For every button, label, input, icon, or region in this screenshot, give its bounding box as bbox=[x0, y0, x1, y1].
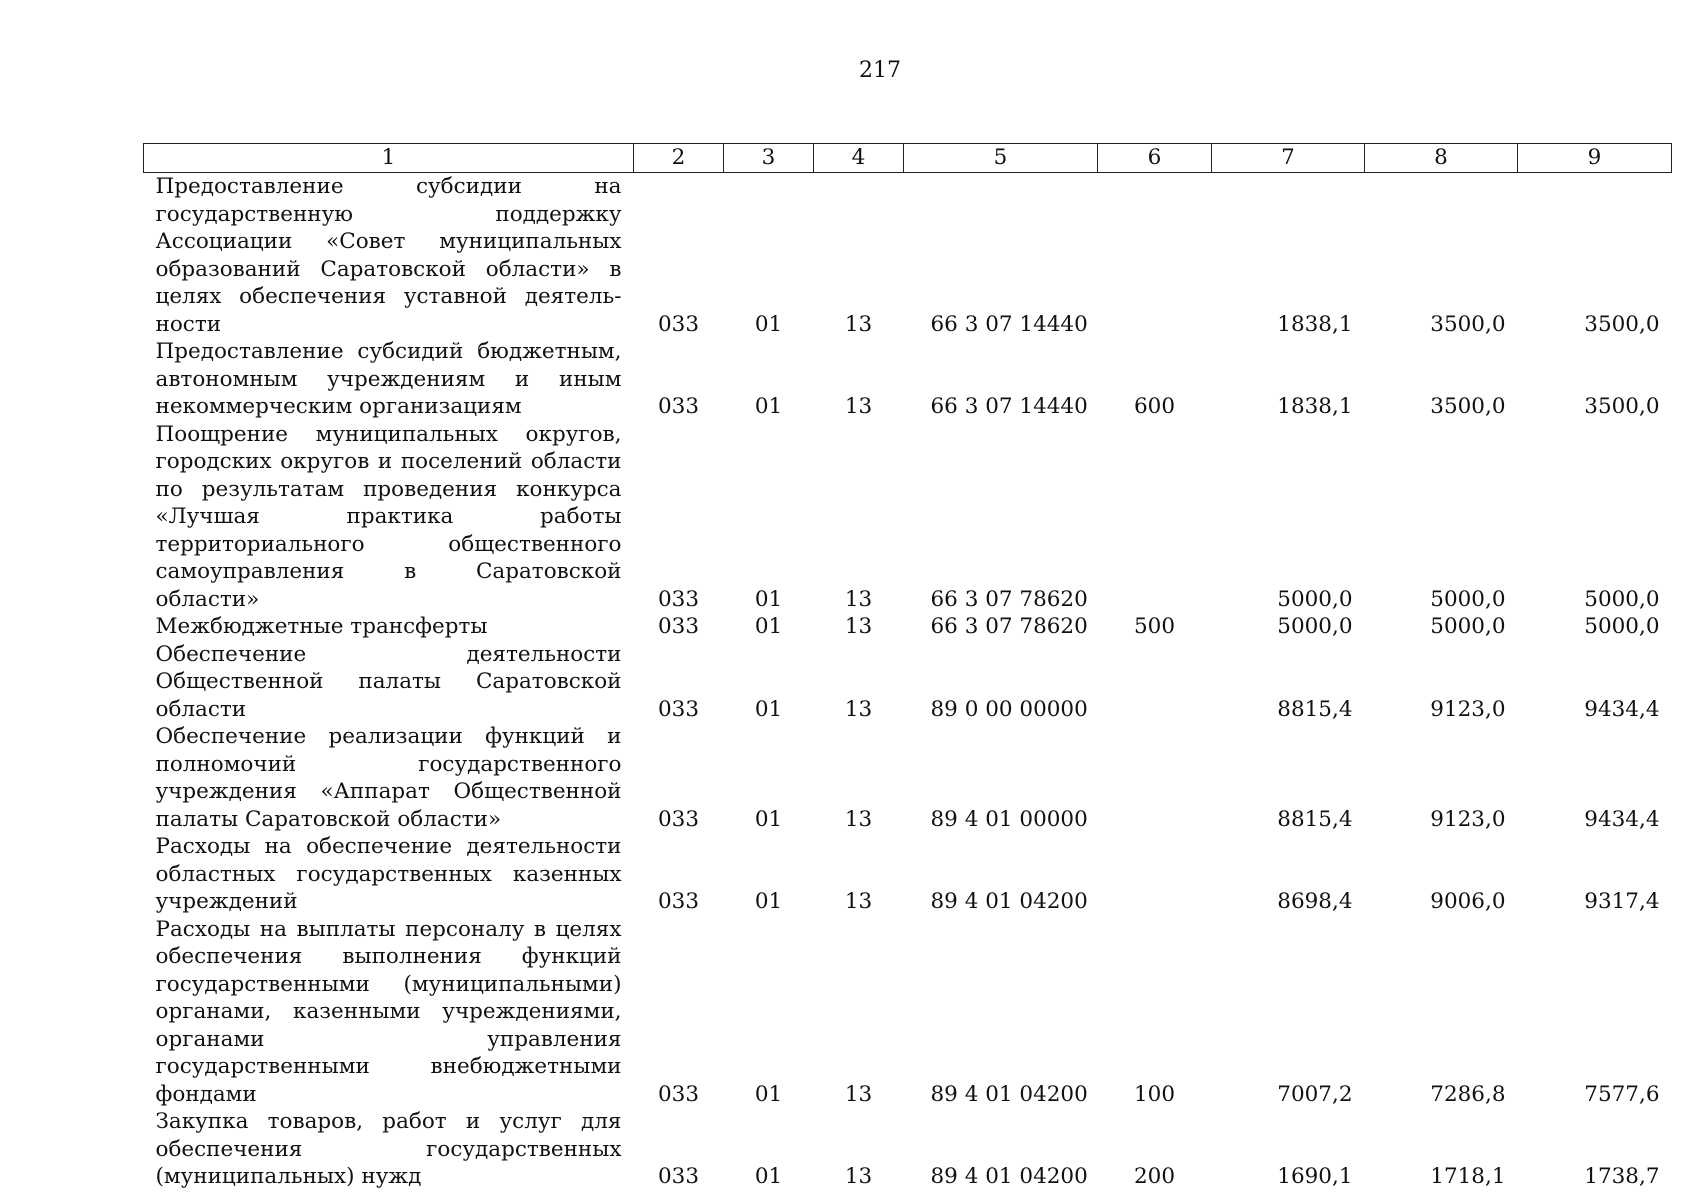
amount-year-3: 9434,4 bbox=[1584, 806, 1660, 832]
target-article-code: 66 3 07 14440 bbox=[930, 311, 1088, 337]
table-header bbox=[144, 144, 1672, 173]
page-number: 217 bbox=[859, 58, 901, 83]
table-body bbox=[144, 173, 1672, 1191]
expense-name: Обеспечение реализации функций и полномочий государственного учреждения «Аппарат Общественной палаты Саратовской области» bbox=[155, 724, 622, 832]
table-row bbox=[144, 613, 1672, 641]
section-code: 01 bbox=[754, 1164, 783, 1189]
subsection-code: 13 bbox=[844, 586, 873, 612]
amount-year-2: 5000,0 bbox=[1430, 614, 1506, 639]
amount-year-2: 9123,0 bbox=[1430, 806, 1506, 832]
expense-type-code: 600 bbox=[1133, 394, 1176, 419]
header-cell-2: 2 bbox=[634, 144, 724, 173]
header-row bbox=[144, 144, 1672, 173]
section-code: 01 bbox=[754, 311, 783, 337]
subsection-code: 13 bbox=[844, 696, 873, 722]
expense-type-code: 200 bbox=[1133, 1164, 1176, 1189]
amount-year-1: 8698,4 bbox=[1277, 889, 1353, 914]
expense-type-code bbox=[1098, 833, 1212, 916]
section-code: 01 bbox=[754, 1081, 783, 1107]
expense-name: Поощрение муниципальных округов, городских округов и поселений области по результатам проведения конкурса «Лучшая практика работы территориального общественного самоуправления в Саратовской области» bbox=[155, 421, 622, 612]
amount-year-1: 5000,0 bbox=[1277, 586, 1353, 612]
amount-year-1: 1838,1 bbox=[1277, 311, 1353, 337]
amount-year-2: 1718,1 bbox=[1430, 1164, 1506, 1189]
amount-year-3: 3500,0 bbox=[1584, 394, 1660, 419]
ministry-code: 033 bbox=[657, 806, 700, 832]
table-row bbox=[144, 916, 1672, 1109]
header-cell-1: 1 bbox=[144, 144, 634, 173]
subsection-code: 13 bbox=[844, 889, 873, 914]
section-code: 01 bbox=[754, 394, 783, 419]
target-article-code: 89 4 01 04200 bbox=[930, 889, 1088, 914]
amount-year-3: 9434,4 bbox=[1584, 696, 1660, 722]
header-cell-5: 5 bbox=[904, 144, 1098, 173]
table-row bbox=[144, 338, 1672, 421]
target-article-code: 89 4 01 04200 bbox=[930, 1081, 1088, 1107]
expense-name: Расходы на выплаты персоналу в целях обеспечения выполнения функций государственными (муниципальными) органами, казенными учреждениями, органами управления государственными внебюджетными фондами bbox=[155, 916, 622, 1107]
section-code: 01 bbox=[754, 806, 783, 832]
amount-year-3: 7577,6 bbox=[1584, 1081, 1660, 1107]
target-article-code: 66 3 07 78620 bbox=[930, 614, 1088, 639]
expense-type-code bbox=[1098, 173, 1212, 339]
subsection-code: 13 bbox=[844, 311, 873, 337]
target-article-code: 89 4 01 00000 bbox=[930, 806, 1088, 832]
amount-year-1: 7007,2 bbox=[1277, 1081, 1353, 1107]
amount-year-1: 1838,1 bbox=[1277, 394, 1353, 419]
amount-year-1: 1690,1 bbox=[1277, 1164, 1353, 1189]
section-code: 01 bbox=[754, 586, 783, 612]
amount-year-1: 5000,0 bbox=[1277, 614, 1353, 639]
amount-year-2: 9123,0 bbox=[1430, 696, 1506, 722]
table-row bbox=[144, 421, 1672, 614]
subsection-code: 13 bbox=[844, 1081, 873, 1107]
section-code: 01 bbox=[754, 614, 783, 639]
target-article-code: 66 3 07 78620 bbox=[930, 586, 1088, 612]
target-article-code: 89 4 01 04200 bbox=[930, 1164, 1088, 1189]
table-row bbox=[144, 833, 1672, 916]
ministry-code: 033 bbox=[657, 1081, 700, 1107]
ministry-code: 033 bbox=[657, 586, 700, 612]
target-article-code: 66 3 07 14440 bbox=[930, 394, 1088, 419]
header-cell-9: 9 bbox=[1518, 144, 1672, 173]
amount-year-3: 3500,0 bbox=[1584, 311, 1660, 337]
header-cell-4: 4 bbox=[814, 144, 904, 173]
amount-year-3: 9317,4 bbox=[1584, 889, 1660, 914]
ministry-code: 033 bbox=[657, 394, 700, 419]
table-row bbox=[144, 723, 1672, 833]
expense-type-code: 500 bbox=[1133, 614, 1176, 639]
budget-table bbox=[143, 143, 1672, 1191]
header-cell-8: 8 bbox=[1365, 144, 1518, 173]
table-row bbox=[144, 1108, 1672, 1191]
expense-name: Обеспечение деятельности Общественной палаты Саратовской области bbox=[155, 641, 622, 722]
target-article-code: 89 0 00 00000 bbox=[930, 696, 1088, 722]
amount-year-3: 5000,0 bbox=[1584, 586, 1660, 612]
amount-year-1: 8815,4 bbox=[1277, 696, 1353, 722]
amount-year-3: 1738,7 bbox=[1584, 1164, 1660, 1189]
subsection-code: 13 bbox=[844, 806, 873, 832]
expense-name: Закупка товаров, работ и услуг для обеспечения государственных (муниципальных) нужд bbox=[155, 1109, 622, 1189]
expense-type-code bbox=[1098, 641, 1212, 724]
subsection-code: 13 bbox=[844, 614, 873, 639]
ministry-code: 033 bbox=[657, 614, 700, 639]
ministry-code: 033 bbox=[657, 311, 700, 337]
expense-name: Предоставление субсидии на государственную поддержку Ассоциации «Совет муниципальных образований Саратовской области» в целях обеспечения уставной деятельности bbox=[155, 174, 622, 337]
expense-name: Предоставление субсидий бюджетным, автономным учреждениям и иным некоммерческим организациям bbox=[155, 339, 622, 419]
subsection-code: 13 bbox=[844, 1164, 873, 1189]
amount-year-3: 5000,0 bbox=[1584, 614, 1660, 639]
amount-year-2: 9006,0 bbox=[1430, 889, 1506, 914]
ministry-code: 033 bbox=[657, 1164, 700, 1189]
expense-name: Межбюджетные трансферты bbox=[155, 614, 488, 639]
expense-type-code bbox=[1098, 421, 1212, 614]
header-cell-7: 7 bbox=[1212, 144, 1365, 173]
ministry-code: 033 bbox=[657, 696, 700, 722]
section-code: 01 bbox=[754, 889, 783, 914]
section-code: 01 bbox=[754, 696, 783, 722]
ministry-code: 033 bbox=[657, 889, 700, 914]
expense-type-code: 100 bbox=[1133, 1081, 1176, 1107]
amount-year-2: 3500,0 bbox=[1430, 311, 1506, 337]
table-row bbox=[144, 173, 1672, 339]
subsection-code: 13 bbox=[844, 394, 873, 419]
amount-year-2: 7286,8 bbox=[1430, 1081, 1506, 1107]
expense-name: Расходы на обеспечение деятельности областных государственных казенных учреждений bbox=[155, 834, 622, 914]
expense-type-code bbox=[1098, 723, 1212, 833]
header-cell-6: 6 bbox=[1098, 144, 1212, 173]
header-cell-3: 3 bbox=[724, 144, 814, 173]
table-row bbox=[144, 641, 1672, 724]
amount-year-2: 3500,0 bbox=[1430, 394, 1506, 419]
amount-year-1: 8815,4 bbox=[1277, 806, 1353, 832]
amount-year-2: 5000,0 bbox=[1430, 586, 1506, 612]
